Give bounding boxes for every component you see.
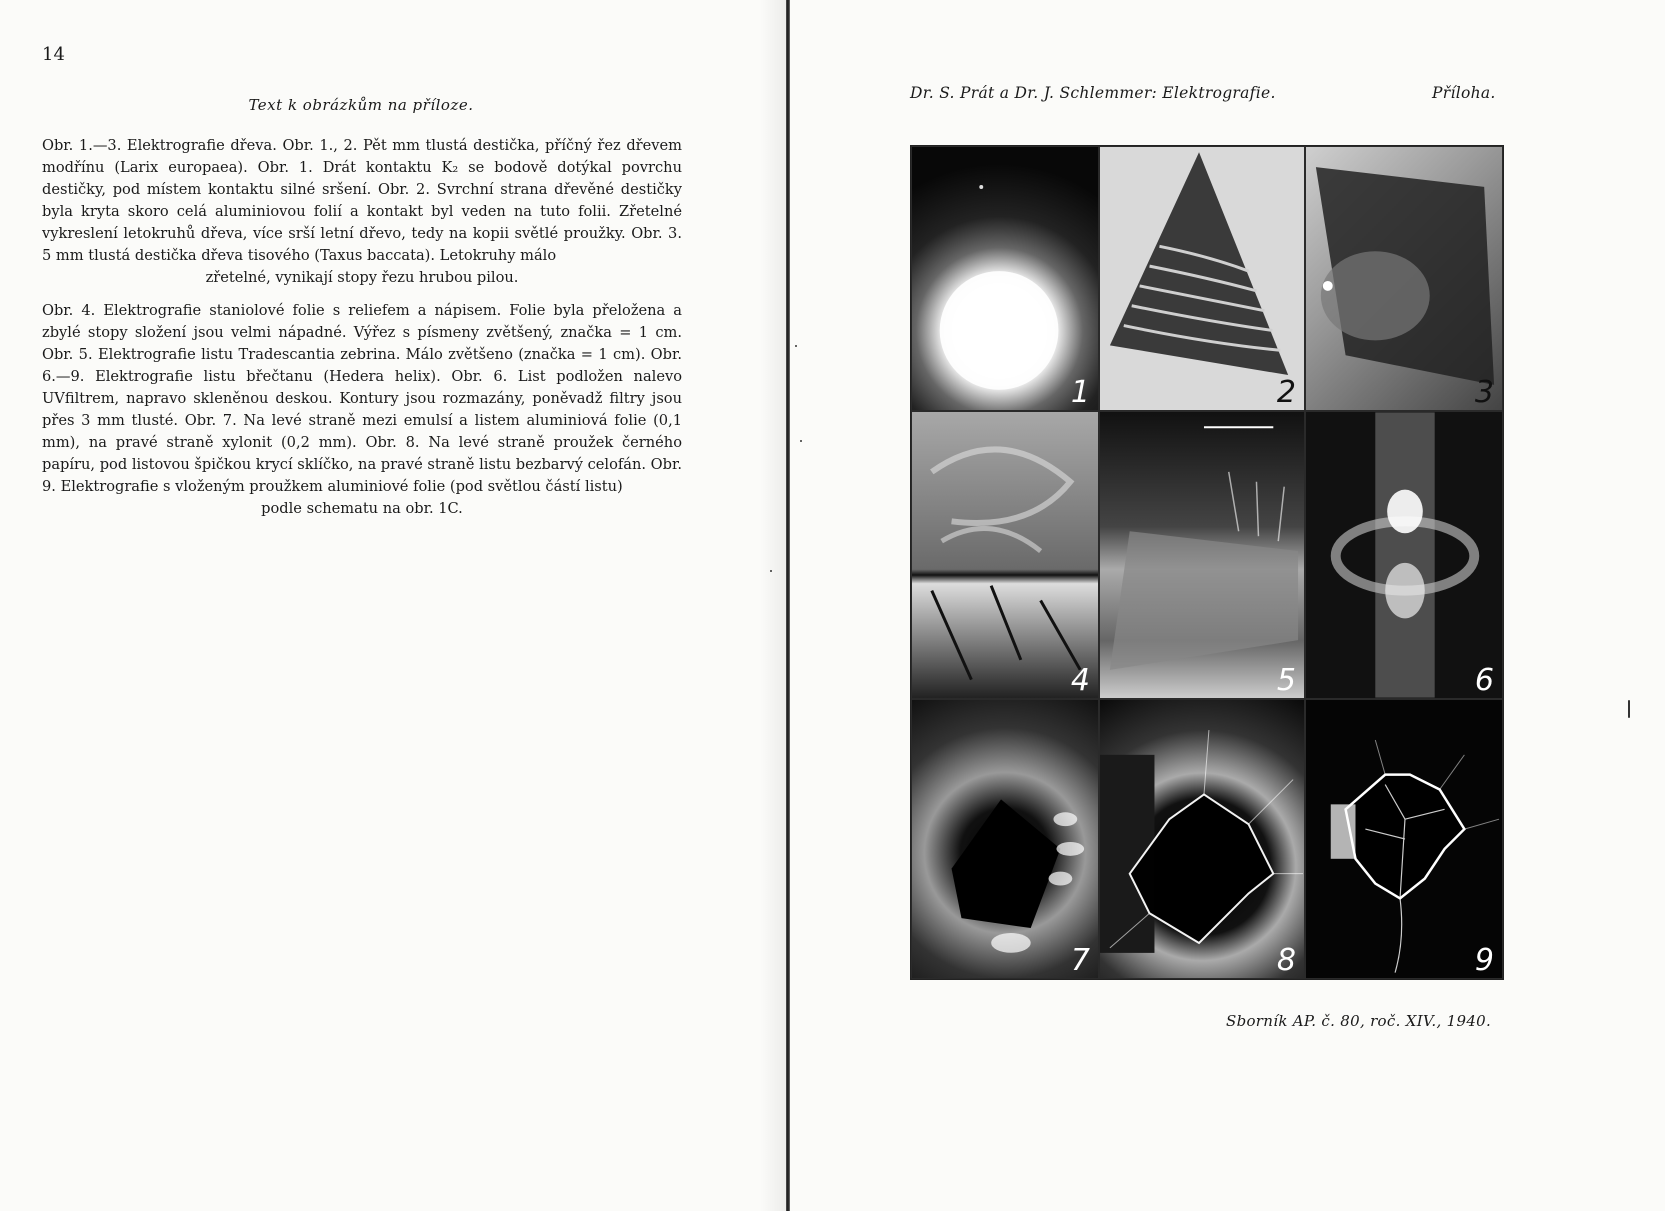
figure-5-number: 5	[1276, 663, 1296, 698]
figure-2-larch-growth-rings	[1099, 146, 1305, 411]
figure-8-number: 8	[1276, 943, 1296, 978]
figure-9-number: 9	[1474, 943, 1494, 978]
paragraph-2-last-line: podle schematu na obr. 1C.	[261, 500, 463, 517]
book-gutter	[786, 0, 790, 1211]
figure-4-number: 4	[1070, 663, 1090, 698]
figure-7-number: 7	[1070, 943, 1090, 978]
gutter-shadow	[760, 0, 786, 1211]
figure-9-ivy-leaf-aluminium-strip	[1305, 699, 1503, 979]
print-speck	[1628, 700, 1630, 718]
figure-6-image	[1306, 412, 1502, 698]
figure-1-larch-point-contact	[911, 146, 1099, 411]
figure-7-image	[912, 700, 1098, 978]
caption-paragraph-2	[42, 300, 682, 520]
figure-2-image	[1100, 147, 1304, 410]
page-number: 14	[42, 44, 65, 65]
figure-1-image	[912, 147, 1098, 410]
figure-8-ivy-leaf-paper-cellophane	[1099, 699, 1305, 979]
running-head-supplement: Příloha.	[1432, 84, 1496, 102]
figure-7-ivy-leaf-aluminium-xylonite	[911, 699, 1099, 979]
figure-4-tinfoil-relief	[911, 411, 1099, 699]
publication-footer: Sborník AP. č. 80, roč. XIV., 1940.	[1226, 1012, 1492, 1030]
caption-paragraph-1	[42, 135, 682, 289]
figure-6-ivy-leaf-filters	[1305, 411, 1503, 699]
figure-4-image	[912, 412, 1098, 698]
figure-8-image	[1100, 700, 1304, 978]
figure-1-number: 1	[1070, 375, 1090, 410]
paragraph-2-body: Obr. 4. Elektrografie staniolové folie s reliefem a nápisem. Folie byla přeložena a zbylé stopy složení jsou velmi nápadné. Výřez s písmeny zvětšený, značka = 1 cm. Obr. 5. Elektrografie listu Tradescantia zebrina. Málo zvětšeno (značka = 1 cm). Obr. 6.—9. Elektrografie listu břečtanu (Hedera helix). Obr. 6. List podložen nalevo UVfiltrem, napravo skleněnou deskou. Kontury jsou rozmazány, poněvadž filtry jsou přes 3 mm tlusté. Obr. 7. Na levé straně mezi emulsí a listem aluminiová folie (0,1 mm), na pravé straně xylonit (0,2 mm). Obr. 8. Na levé straně proužek černého papíru, pod listovou špičkou krycí sklíčko, na pravé straně listu bezbarvý celofán. Obr. 9. Elektrografie s vloženým proužkem aluminiové folie (pod světlou částí listu)	[42, 302, 682, 495]
figure-9-image	[1306, 700, 1502, 978]
running-head-authors: Dr. S. Prát a Dr. J. Schlemmer: Elektrografie.	[910, 84, 1276, 102]
figure-3-image	[1306, 147, 1502, 410]
figure-3-number: 3	[1474, 375, 1494, 410]
figure-5-image	[1100, 412, 1304, 698]
print-speck	[795, 345, 797, 347]
figure-5-tradescantia-leaf	[1099, 411, 1305, 699]
figure-6-number: 6	[1474, 663, 1494, 698]
paragraph-1-last-line: zřetelné, vynikají stopy řezu hrubou pilou.	[205, 269, 519, 286]
caption-title: Text k obrázkům na příloze.	[248, 96, 474, 114]
print-speck	[770, 570, 772, 572]
print-speck	[800, 440, 802, 442]
figure-2-number: 2	[1276, 375, 1296, 410]
figure-3-yew-wood	[1305, 146, 1503, 411]
paragraph-1-body: Obr. 1.—3. Elektrografie dřeva. Obr. 1., 2. Pět mm tlustá destička, příčný řez dřevem modřínu (Larix europaea). Obr. 1. Drát kontaktu K₂ se bodově dotýkal povrchu destičky, pod místem kontaktu silné sršení. Obr. 2. Svrchní strana dřevěné destičky byla kryta skoro celá aluminiovou folií a kontakt byl veden na tuto folii. Zřetelné vykreslení letokruhů dřeva, více srší letní dřevo, tedy na kopii světlé proužky. Obr. 3. 5 mm tlustá destička dřeva tisového (Taxus baccata). Letokruhy málo	[42, 137, 682, 264]
photo-plate	[910, 145, 1504, 980]
